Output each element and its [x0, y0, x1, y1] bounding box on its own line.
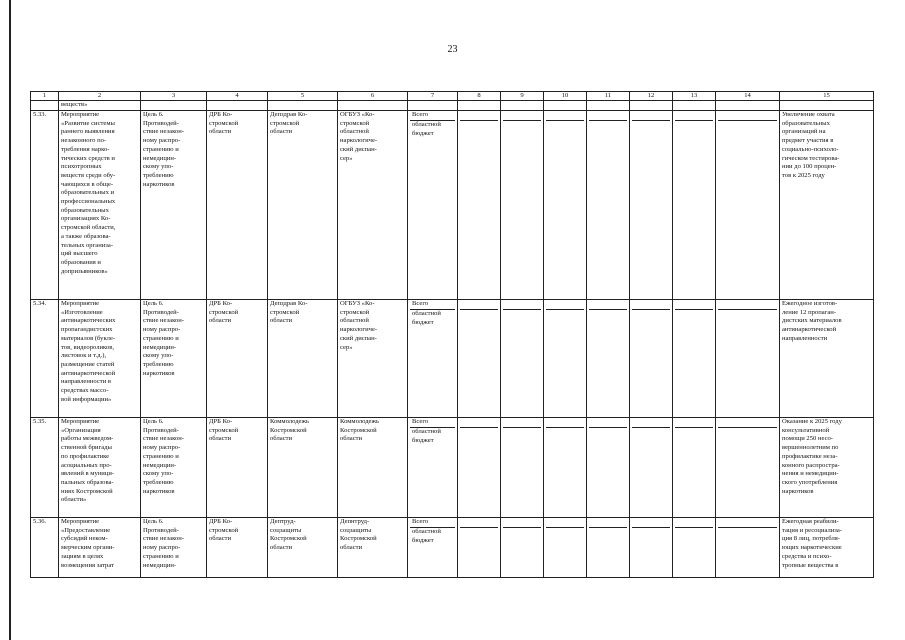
row-number: 5.33. — [31, 111, 59, 300]
participant — [338, 300, 408, 418]
co-executor-line: области — [270, 544, 293, 552]
amount-cell — [544, 518, 587, 578]
table-row — [31, 111, 874, 300]
participant-line: областной — [340, 128, 369, 136]
amount-cell — [501, 300, 544, 418]
goal-text-line: странению и — [143, 552, 179, 560]
amount-cell-divider — [546, 300, 584, 310]
participant-line: Костромской — [340, 535, 377, 543]
financing-budget-line: бюджет — [412, 536, 434, 544]
event-description-line: субсидий неком- — [61, 535, 108, 543]
goal-text-line: треблению — [143, 171, 174, 179]
event-description-line: асоциальных про- — [61, 461, 112, 469]
event-description-line: образования и — [61, 258, 101, 266]
expected-result-line: ция 8 лиц, потребля- — [782, 535, 840, 543]
co-executor-line: Депздрав Ко- — [270, 300, 308, 307]
goal-text-line: немедицин- — [143, 561, 177, 569]
goal-text-line: Противодей- — [143, 308, 179, 316]
co-executor-line: Костромской — [270, 535, 307, 543]
event-description-line: Мероприятие — [61, 300, 100, 307]
row-number: 5.35. — [31, 418, 59, 518]
co-executor-line: области — [270, 128, 293, 136]
event-description-line: а также образова- — [61, 232, 111, 240]
event-description-line: «Изготовление — [61, 308, 103, 316]
participant-line: наркологиче- — [340, 137, 378, 145]
expected-result — [780, 300, 874, 418]
goal-text-line: треблению — [143, 478, 174, 486]
goal-text-line: ствие незакон- — [143, 535, 184, 543]
co-executor — [268, 418, 338, 518]
financing-source — [408, 111, 458, 300]
responsible-executor-line: ДРБ Ко- — [209, 418, 233, 425]
event-description-line: мерческим органи- — [61, 544, 115, 552]
goal-text-line: Противодей- — [143, 119, 179, 127]
amount-cell-divider — [460, 418, 498, 428]
table-row — [31, 418, 874, 518]
amount-cell — [501, 418, 544, 518]
event-description-line: профессиональных — [61, 198, 116, 206]
amount-cell-divider — [718, 300, 777, 310]
event-description — [59, 418, 141, 518]
event-description-line: работы межведом- — [61, 435, 114, 443]
participant-line: стромской — [340, 308, 370, 316]
expected-result-line: образовательных — [782, 119, 830, 127]
column-header-12: 12 — [630, 92, 673, 101]
financing-source — [408, 300, 458, 418]
expected-result — [780, 518, 874, 578]
amount-cell — [587, 300, 630, 418]
amount-cell-divider — [632, 518, 670, 528]
event-description-line: Мероприятие — [61, 518, 100, 525]
event-description-line: области» — [61, 496, 87, 504]
amount-cell — [458, 518, 501, 578]
event-description-line: явлений в муници- — [61, 470, 115, 478]
event-description-line: веществ среди обу- — [61, 171, 116, 179]
event-description-line: психотропных — [61, 163, 102, 171]
goal-text-line: скому упо- — [143, 352, 174, 360]
event-description — [59, 111, 141, 300]
expected-result-line: Оказание к 2025 году — [782, 418, 842, 425]
expected-result-line: организаций на — [782, 128, 826, 136]
amount-cell-divider — [718, 418, 777, 428]
responsible-executor-line: области — [209, 535, 232, 543]
expected-result-line: нения и немедицин- — [782, 470, 839, 478]
participant-line: наркологиче- — [340, 326, 378, 334]
goal-text-line: немедицин- — [143, 461, 177, 469]
amount-cell-divider — [546, 111, 584, 121]
amount-cell-divider — [632, 111, 670, 121]
co-executor — [268, 111, 338, 300]
goal-text-line: странению и — [143, 452, 179, 460]
event-description-line: «Развитие системы — [61, 119, 115, 127]
financing-budget-line: бюджет — [412, 129, 434, 137]
amount-cell — [501, 111, 544, 300]
participant — [338, 111, 408, 300]
event-description-line: ственной бригады — [61, 444, 112, 452]
event-description-line: ций высшего — [61, 250, 98, 258]
event-description-line: раннего выявления — [61, 128, 115, 136]
column-header-7: 7 — [408, 92, 458, 101]
amount-cell — [458, 111, 501, 300]
expected-result-line: наркотиков — [782, 487, 814, 495]
event-description-line: вой информации» — [61, 395, 112, 403]
amount-cell-divider — [589, 518, 627, 528]
expected-result — [780, 418, 874, 518]
co-executor-line: стромской — [270, 119, 300, 127]
participant — [338, 418, 408, 518]
goal-text — [141, 300, 207, 418]
amount-cell — [673, 418, 716, 518]
amount-cell-divider — [718, 111, 777, 121]
expected-result-line: социально-психоло- — [782, 145, 839, 153]
column-header-11: 11 — [587, 92, 630, 101]
co-executor-line: Дептруд- — [270, 518, 296, 525]
financing-budget-label — [410, 121, 455, 138]
expected-result-line: консультативной — [782, 426, 830, 434]
responsible-executor-line: ДРБ Ко- — [209, 518, 233, 525]
amount-cell — [630, 111, 673, 300]
event-description — [59, 518, 141, 578]
amount-cell — [501, 518, 544, 578]
goal-text-line: наркотиков — [143, 369, 175, 377]
amount-cell-divider — [460, 300, 498, 310]
table-row — [31, 300, 874, 418]
responsible-executor — [207, 111, 268, 300]
amount-cell — [673, 300, 716, 418]
amount-cell-divider — [675, 300, 713, 310]
column-header-13: 13 — [673, 92, 716, 101]
co-executor-line: Костромской — [270, 426, 307, 434]
co-executor-line: соцзащиты — [270, 526, 302, 534]
continuation-row — [31, 101, 874, 111]
responsible-executor-line: области — [209, 435, 232, 443]
amount-cell — [716, 300, 780, 418]
co-executor-line: стромской — [270, 308, 300, 316]
responsible-executor-line: стромской — [209, 308, 239, 316]
participant-line: стромской — [340, 119, 370, 127]
financing-budget-line: бюджет — [412, 436, 434, 444]
column-header-row — [31, 92, 874, 101]
goal-text-line: ному распро- — [143, 326, 181, 334]
expected-result-line: средства и психо- — [782, 552, 832, 560]
event-description-line: ниях Костромской — [61, 487, 113, 495]
expected-result-line: тропные вещества в — [782, 561, 839, 569]
expected-result-line: Ежегодная реабили- — [782, 518, 839, 525]
amount-cell-divider — [546, 418, 584, 428]
goal-text-line: немедицин- — [143, 154, 177, 162]
expected-result-line: предмет участия в — [782, 137, 834, 145]
expected-result-line: Увеличение охвата — [782, 111, 835, 118]
column-header-9: 9 — [501, 92, 544, 101]
financing-budget-line: областной — [412, 121, 441, 128]
participant-line: сер» — [340, 343, 353, 351]
amount-cell-divider — [589, 300, 627, 310]
event-description-line: «Предоставление — [61, 526, 111, 534]
amount-cell — [630, 300, 673, 418]
page-number: 23 — [447, 44, 458, 55]
event-description-line: зациям в целях — [61, 552, 104, 560]
amount-cell-divider — [546, 518, 584, 528]
goal-text-line: Противодей- — [143, 426, 179, 434]
expected-result-line: конного распростра- — [782, 461, 840, 469]
event-description-line: по профилактике — [61, 452, 110, 460]
event-description-line: возмещения затрат — [61, 561, 114, 569]
amount-cell — [630, 418, 673, 518]
goal-text-line: скому упо- — [143, 163, 174, 171]
event-description-line: антинаркотических — [61, 317, 116, 325]
responsible-executor-line: стромской — [209, 119, 239, 127]
responsible-executor-line: стромской — [209, 526, 239, 534]
participant-line: областной — [340, 317, 369, 325]
amount-cell-divider — [503, 111, 541, 121]
goal-text-line: странению и — [143, 145, 179, 153]
responsible-executor-line: стромской — [209, 426, 239, 434]
co-executor-line: области — [270, 317, 293, 325]
event-description-line: Мероприятие — [61, 418, 100, 425]
column-header-5: 5 — [268, 92, 338, 101]
goal-text — [141, 111, 207, 300]
column-header-6: 6 — [338, 92, 408, 101]
program-table — [30, 91, 874, 578]
amount-cell — [716, 418, 780, 518]
financing-budget-line: областной — [412, 528, 441, 535]
financing-total-label: Всего — [410, 518, 455, 528]
event-description-line: организациях Ко- — [61, 215, 111, 223]
financing-budget-line: бюджет — [412, 318, 434, 326]
amount-cell-divider — [632, 418, 670, 428]
financing-total-label: Всего — [410, 300, 455, 310]
financing-source — [408, 418, 458, 518]
table-row — [31, 518, 874, 578]
amount-cell — [716, 111, 780, 300]
event-description-line: направленности в — [61, 378, 111, 386]
event-description-line: антинаркотической — [61, 369, 116, 377]
financing-budget-label — [410, 428, 455, 445]
amount-cell-divider — [503, 300, 541, 310]
participant-line: соцзащиты — [340, 526, 372, 534]
goal-text-line: странению и — [143, 334, 179, 342]
goal-text-line: немедицин- — [143, 343, 177, 351]
co-executor-line: Депздрав Ко- — [270, 111, 308, 118]
amount-cell — [587, 518, 630, 578]
financing-budget-line: областной — [412, 310, 441, 317]
event-description-line: тических средств и — [61, 154, 115, 162]
participant-line: сер» — [340, 154, 353, 162]
event-description-line: образовательных — [61, 206, 109, 214]
goal-text-line: ному распро- — [143, 544, 181, 552]
expected-result-line: Ежегодное изготов- — [782, 300, 838, 307]
event-description-line: средствах массо- — [61, 387, 109, 395]
goal-text-line: Цель 6. — [143, 418, 164, 425]
goal-text — [141, 418, 207, 518]
goal-text-line: Цель 6. — [143, 111, 164, 118]
goal-text-line: наркотиков — [143, 180, 175, 188]
responsible-executor-line: ДРБ Ко- — [209, 300, 233, 307]
expected-result-line: направленности — [782, 334, 828, 342]
financing-budget-line: областной — [412, 428, 441, 435]
participant-line: ОГБУЗ «Ко- — [340, 111, 375, 118]
amount-cell — [458, 418, 501, 518]
amount-cell — [673, 111, 716, 300]
column-header-8: 8 — [458, 92, 501, 101]
event-description-line: требления нарко- — [61, 145, 110, 153]
participant-line: области — [340, 544, 363, 552]
event-description-line: листовок и т.д.), — [61, 352, 107, 360]
amount-cell-divider — [460, 111, 498, 121]
amount-cell-divider — [718, 518, 777, 528]
co-executor-line: области — [270, 435, 293, 443]
expected-result-line: тация и ресоциализа- — [782, 526, 843, 534]
expected-result-line: тов к 2025 году — [782, 171, 825, 179]
expected-result-line: вершеннолетним по — [782, 444, 839, 452]
amount-cell-divider — [460, 518, 498, 528]
amount-cell-divider — [675, 418, 713, 428]
goal-text-line: Цель 6. — [143, 300, 164, 307]
column-header-14: 14 — [716, 92, 780, 101]
event-description — [59, 300, 141, 418]
responsible-executor-line: ДРБ Ко- — [209, 111, 233, 118]
expected-result-line: ление 12 пропаган- — [782, 308, 837, 316]
cell — [31, 101, 59, 111]
expected-result-line: помощи 250 несо- — [782, 435, 834, 443]
column-header-10: 10 — [544, 92, 587, 101]
goal-text-line: треблению — [143, 360, 174, 368]
financing-budget-label — [410, 528, 455, 545]
expected-result-line: ющих наркотические — [782, 544, 842, 552]
participant — [338, 518, 408, 578]
column-header-3: 3 — [141, 92, 207, 101]
goal-text-line: Противодей- — [143, 526, 179, 534]
expected-result-line: ского употребления — [782, 478, 838, 486]
goal-text-line: Цель 6. — [143, 518, 164, 525]
amount-cell-divider — [589, 111, 627, 121]
participant-line: ский диспан- — [340, 334, 377, 342]
event-description-line: пальных образова- — [61, 478, 114, 486]
participant-line: Депнтруд- — [340, 518, 370, 525]
financing-total-label: Всего — [410, 418, 455, 428]
expected-result — [780, 111, 874, 300]
financing-budget-label — [410, 310, 455, 327]
co-executor — [268, 300, 338, 418]
event-description-line: чающихся в обще- — [61, 180, 114, 188]
event-description-line: допризывников» — [61, 267, 108, 275]
goal-text-line: наркотиков — [143, 487, 175, 495]
amount-cell-divider — [589, 418, 627, 428]
expected-result-line: нии до 100 процен- — [782, 163, 837, 171]
co-executor-line: Коммолодежь — [270, 418, 310, 425]
expected-result-line: гическом тестирова- — [782, 154, 840, 162]
responsible-executor — [207, 418, 268, 518]
amount-cell — [587, 418, 630, 518]
column-header-2: 2 — [59, 92, 141, 101]
amount-cell — [544, 418, 587, 518]
event-description-line: тельных организа- — [61, 241, 114, 249]
responsible-executor-line: области — [209, 317, 232, 325]
participant-line: Коммолодежь — [340, 418, 380, 425]
amount-cell — [544, 111, 587, 300]
amount-cell-divider — [632, 300, 670, 310]
amount-cell — [630, 518, 673, 578]
responsible-executor — [207, 518, 268, 578]
expected-result-line: профилактике неза- — [782, 452, 838, 460]
amount-cell-divider — [675, 518, 713, 528]
goal-text-line: ствие незакон- — [143, 435, 184, 443]
amount-cell — [587, 111, 630, 300]
financing-source — [408, 518, 458, 578]
responsible-executor — [207, 300, 268, 418]
amount-cell — [673, 518, 716, 578]
financing-total-label: Всего — [410, 111, 455, 121]
co-executor — [268, 518, 338, 578]
column-header-4: 4 — [207, 92, 268, 101]
goal-text-line: ному распро- — [143, 137, 181, 145]
event-description-line: размещение статей — [61, 360, 115, 368]
event-description-line: тов, видеороликов, — [61, 343, 114, 351]
event-description-line: стромской области, — [61, 224, 116, 232]
amount-cell-divider — [503, 518, 541, 528]
goal-text-line: ному распро- — [143, 444, 181, 452]
amount-cell — [716, 518, 780, 578]
event-description-line: незаконного по- — [61, 137, 107, 145]
event-description-line: Мероприятие — [61, 111, 100, 118]
goal-text-line: скому упо- — [143, 470, 174, 478]
amount-cell — [544, 300, 587, 418]
continuation-text: веществ» — [59, 101, 141, 111]
responsible-executor-line: области — [209, 128, 232, 136]
participant-line: ский диспан- — [340, 145, 377, 153]
event-description-line: «Организация — [61, 426, 101, 434]
left-margin-line — [9, 0, 11, 640]
amount-cell-divider — [675, 111, 713, 121]
column-header-1: 1 — [31, 92, 59, 101]
participant-line: области — [340, 435, 363, 443]
row-number: 5.34. — [31, 300, 59, 418]
participant-line: ОГБУЗ «Ко- — [340, 300, 375, 307]
row-number: 5.36. — [31, 518, 59, 578]
goal-text — [141, 518, 207, 578]
goal-text-line: ствие незакон- — [143, 317, 184, 325]
column-header-15: 15 — [780, 92, 874, 101]
event-description-line: образовательных и — [61, 189, 115, 197]
participant-line: Костромской — [340, 426, 377, 434]
amount-cell-divider — [503, 418, 541, 428]
expected-result-line: антинаркотической — [782, 326, 837, 334]
event-description-line: пропагандистских — [61, 326, 113, 334]
goal-text-line: ствие незакон- — [143, 128, 184, 136]
expected-result-line: дистских материалов — [782, 317, 842, 325]
amount-cell — [458, 300, 501, 418]
event-description-line: материалов (букле- — [61, 334, 116, 342]
